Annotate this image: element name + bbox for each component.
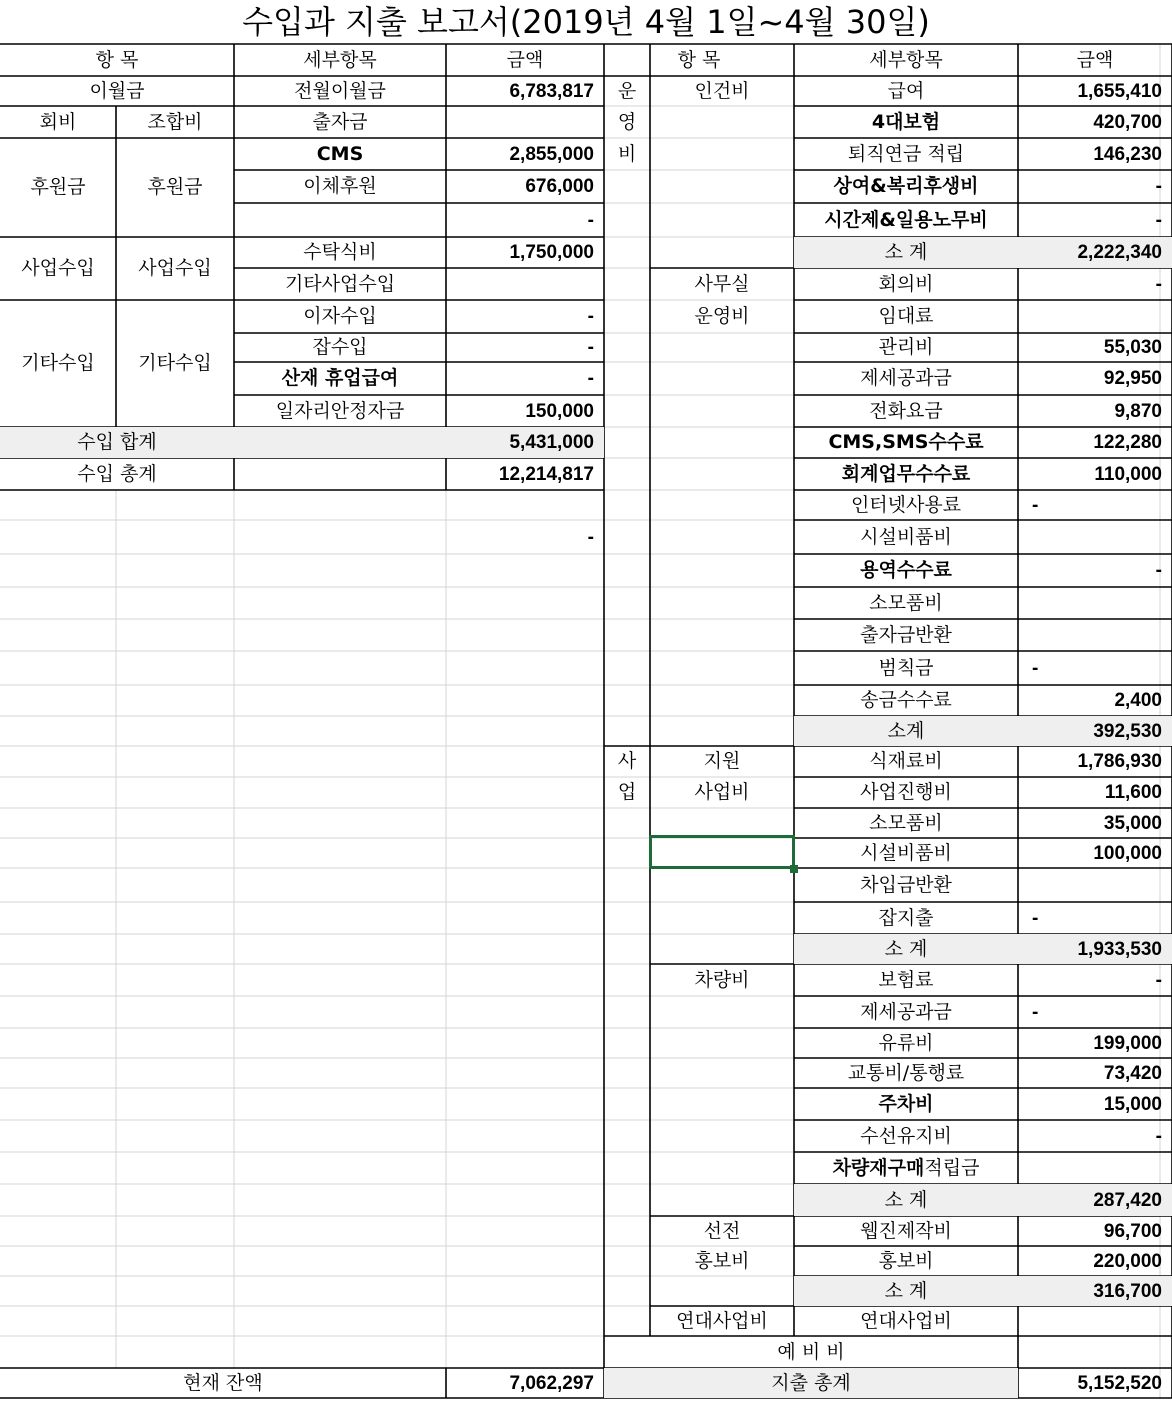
support-subtotal-label: 소 계 (794, 934, 1018, 964)
personnel-sub: 시간제&일용노무비 (824, 208, 988, 231)
other-sub: 이자수입 (303, 305, 377, 327)
office-sub: 임대료 (878, 305, 934, 327)
dues-item: 회비 (39, 110, 77, 133)
personnel-amount: - (1155, 209, 1162, 231)
vehicle-sub: 교통비/통행료 (847, 1061, 965, 1084)
office-amount: 55,030 (1103, 337, 1162, 358)
dues-item2: 조합비 (147, 110, 203, 133)
office-amount: 110,000 (1094, 463, 1162, 485)
business-sub: 수탁식비 (303, 241, 377, 263)
donation-amount: - (587, 209, 594, 231)
support-name: 지원 (703, 750, 741, 772)
other-sub: 일자리안정자금 (275, 399, 405, 422)
vehicle-sub (794, 1152, 1018, 1184)
office-sub: 출자금반환 (860, 623, 952, 646)
vehicle-sub: 제세공과금 (860, 1000, 952, 1023)
vehicle-name: 차량비 (694, 968, 750, 991)
other-amount: - (587, 368, 594, 389)
biz-label-char: 업 (617, 781, 637, 803)
promo-sub: 홍보비 (878, 1249, 934, 1272)
other-item: 기타수입 (21, 352, 95, 374)
vehicle-amount: 199,000 (1093, 1032, 1162, 1054)
donation-sub: CMS (316, 142, 364, 165)
promo-amount: 220,000 (1093, 1250, 1162, 1272)
reserve-label: 예 비 비 (777, 1340, 845, 1363)
donation-sub: 이체후원 (303, 175, 377, 197)
solidarity-sub: 연대사업비 (860, 1309, 952, 1332)
support-sub: 시설비품비 (860, 841, 952, 864)
vehicle-amount: - (1155, 969, 1162, 991)
office-amount (1018, 520, 1172, 554)
support-amount: - (1032, 907, 1039, 929)
vehicle-sub: 수선유지비 (860, 1124, 952, 1147)
personnel-amount: 1,655,410 (1077, 80, 1162, 102)
support-sub: 잡지출 (878, 906, 934, 929)
expense-header-amount: 금액 (1076, 48, 1114, 71)
other-amount: - (587, 306, 594, 327)
personnel-sub: 급여 (887, 79, 925, 102)
carryover-item: 이월금 (89, 79, 145, 102)
business-item: 사업수입 (21, 257, 95, 279)
business-item2: 사업수입 (138, 257, 212, 279)
office-amount: - (1155, 560, 1162, 581)
expense-total-label: 지출 총계 (604, 1368, 1018, 1398)
promo-subtotal-label: 소 계 (794, 1276, 1018, 1306)
promo-name: 홍보비 (694, 1249, 750, 1272)
income-header-item: 항 목 (95, 48, 139, 71)
dues-sub: 출자금 (312, 110, 368, 133)
carryover-amount: 6,783,817 (509, 80, 594, 102)
office-amount (1018, 300, 1172, 333)
office-sub: 관리비 (878, 336, 934, 358)
support-amount: 35,000 (1103, 812, 1162, 834)
vehicle-subtotal-amount: 287,420 (1018, 1184, 1172, 1216)
office-amount: - (1032, 494, 1039, 516)
promo-name: 선전 (703, 1219, 741, 1242)
promo-subtotal-amount: 316,700 (1018, 1276, 1172, 1306)
vehicle-amount: - (1155, 1125, 1162, 1147)
personnel-amount: - (1155, 176, 1162, 197)
support-amount: 11,600 (1104, 782, 1162, 803)
sub-bold-part: 차량재구매 (832, 1156, 925, 1179)
vehicle-amount: 73,420 (1103, 1062, 1162, 1084)
biz-label-char: 사 (617, 750, 637, 772)
office-amount: - (1032, 657, 1039, 679)
vehicle-amount (1018, 1152, 1172, 1184)
personnel-amount: 146,230 (1093, 143, 1162, 165)
other-sub: 산재 휴업급여 (281, 367, 399, 389)
office-subtotal-label: 소계 (794, 716, 1018, 746)
office-sub: 소모품비 (869, 591, 943, 614)
support-sub: 식재료비 (869, 750, 943, 772)
office-sub: 회의비 (878, 272, 934, 295)
personnel-sub: 퇴직연금 적립 (847, 142, 965, 165)
office-sub: 범칙금 (878, 656, 934, 679)
reserve-amount (1018, 1336, 1172, 1368)
other-amount: 150,000 (525, 400, 594, 422)
ops-label-char: 비 (617, 142, 637, 165)
solidarity-amount (1018, 1306, 1172, 1336)
office-amount: - (1155, 273, 1162, 295)
personnel-sub: 4대보험 (871, 110, 941, 133)
stray-dash: - (587, 526, 594, 548)
balance-label: 현재 잔액 (183, 1371, 263, 1394)
promo-amount: 96,700 (1103, 1220, 1162, 1242)
office-sub: 제세공과금 (860, 367, 952, 389)
vehicle-amount: - (1032, 1001, 1039, 1023)
fill-handle[interactable] (790, 865, 798, 873)
income-subtotal-label: 수입 합계 (0, 427, 234, 458)
donation-item: 후원금 (30, 176, 86, 198)
personnel-subtotal-amount: 2,222,340 (1018, 237, 1172, 268)
support-sub: 차입금반환 (860, 873, 952, 896)
other-item2: 기타수입 (138, 352, 212, 374)
income-header-amount: 금액 (506, 48, 544, 71)
dues-amount (446, 106, 604, 138)
office-sub: CMS,SMS수수료 (828, 431, 984, 453)
vehicle-sub: 주차비 (878, 1092, 934, 1115)
vehicle-sub: 유류비 (878, 1031, 934, 1054)
income-subtotal-blank (234, 427, 446, 458)
support-amount: 1,786,930 (1077, 751, 1162, 772)
ops-label-char: 운 (617, 79, 637, 102)
office-amount: 92,950 (1103, 368, 1162, 389)
business-amount: 1,750,000 (509, 242, 594, 263)
donation-amount: 676,000 (525, 176, 594, 197)
business-amount (446, 268, 604, 300)
other-sub: 잡수입 (312, 336, 368, 358)
donation-sub (234, 203, 446, 237)
office-amount (1018, 587, 1172, 619)
office-sub: 인터넷사용료 (850, 493, 962, 516)
vehicle-subtotal-label: 소 계 (794, 1184, 1018, 1216)
office-sub: 송금수수료 (860, 689, 952, 711)
balance-amount: 7,062,297 (509, 1372, 594, 1394)
support-subtotal-amount: 1,933,530 (1018, 934, 1172, 964)
office-subtotal-amount: 392,530 (1018, 716, 1172, 746)
office-sub: 회계업무수수료 (841, 462, 971, 485)
personnel-sub: 상여&복리후생비 (833, 175, 979, 197)
expense-header-item: 항 목 (677, 48, 721, 71)
ops-label-char: 영 (617, 110, 637, 133)
personnel-name: 인건비 (694, 79, 750, 102)
support-sub: 소모품비 (869, 811, 943, 834)
office-name: 운영비 (694, 305, 750, 327)
office-name: 사무실 (694, 272, 750, 295)
income-header-sub: 세부항목 (303, 48, 377, 71)
selected-cell[interactable] (649, 835, 795, 869)
office-amount: 2,400 (1114, 690, 1162, 711)
office-amount (1018, 619, 1172, 651)
sub-rest-part: 적립금 (924, 1156, 980, 1179)
office-sub: 전화요금 (869, 399, 943, 422)
support-sub: 사업진행비 (860, 781, 952, 803)
office-amount: 9,870 (1114, 400, 1162, 422)
donation-item2: 후원금 (147, 176, 203, 198)
income-total-label: 수입 총계 (77, 462, 157, 485)
vehicle-sub: 보험료 (878, 968, 934, 991)
support-amount: 100,000 (1093, 842, 1162, 864)
office-sub: 시설비품비 (860, 525, 952, 548)
support-amount (1018, 868, 1172, 902)
vehicle-amount: 15,000 (1103, 1093, 1162, 1115)
other-amount: - (587, 337, 594, 358)
promo-sub: 웹진제작비 (860, 1219, 952, 1242)
business-sub: 기타사업수입 (284, 272, 396, 295)
office-sub: 용역수수료 (860, 559, 952, 581)
donation-amount: 2,855,000 (509, 143, 594, 165)
personnel-amount: 420,700 (1093, 111, 1162, 133)
expense-total-amount: 5,152,520 (1077, 1372, 1162, 1394)
report-title: 수입과 지출 보고서(2019년 4월 1일~4월 30일) (242, 3, 930, 41)
office-amount: 122,280 (1093, 432, 1162, 453)
carryover-sub: 전월이월금 (294, 79, 386, 102)
income-total-amount: 12,214,817 (498, 463, 594, 485)
income-subtotal-amount: 5,431,000 (446, 427, 604, 458)
support-name: 사업비 (694, 781, 750, 803)
expense-header-sub: 세부항목 (869, 48, 943, 71)
solidarity-name: 연대사업비 (676, 1309, 768, 1332)
personnel-subtotal-label: 소 계 (794, 237, 1018, 268)
